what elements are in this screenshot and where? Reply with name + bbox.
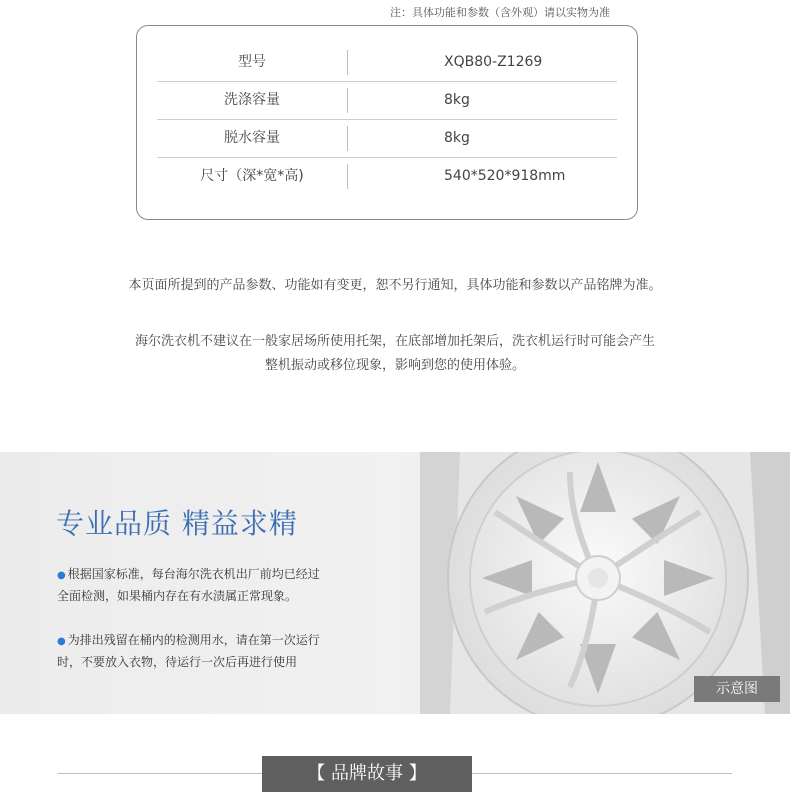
spec-table	[157, 44, 617, 195]
blue-dot-icon: ●	[57, 570, 66, 581]
illustration-caption: 示意图	[694, 676, 780, 702]
spec-row-dimensions	[157, 158, 617, 195]
feature-title: 专业品质 精益求精	[56, 507, 298, 540]
spec-label: 型号	[238, 54, 266, 70]
spec-label: 洗涤容量	[224, 92, 280, 108]
parameter-change-notice: 本页面所提到的产品参数、功能如有变更，恕不另行通知，具体功能和参数以产品铭牌为准。	[128, 278, 662, 293]
bullet-text: 时，不要放入衣物，待运行一次后再进行使用	[57, 655, 298, 669]
feature-bullet-2	[57, 630, 387, 673]
washer-drum-illustration	[420, 452, 790, 714]
spec-row-model	[157, 44, 617, 82]
spec-divider	[347, 88, 348, 113]
spec-label: 脱水容量	[224, 130, 280, 146]
spec-label: 尺寸（深*宽*高)	[200, 168, 304, 184]
spec-value: XQB80-Z1269	[444, 54, 543, 70]
spec-value: 8kg	[444, 92, 470, 108]
spec-value: 540*520*918mm	[444, 168, 566, 184]
spec-card	[136, 25, 638, 220]
spec-divider	[347, 126, 348, 151]
bracket-warning-line2: 整机振动或移位现象，影响到您的使用体验。	[264, 358, 525, 373]
brand-story-heading: 【 品牌故事 】	[262, 756, 472, 792]
spec-value: 8kg	[444, 130, 470, 146]
spec-row-wash-capacity	[157, 82, 617, 120]
bullet-text: 根据国家标准，每台海尔洗衣机出厂前均已经过	[67, 567, 320, 581]
feature-bullet-1	[57, 564, 387, 607]
spec-row-spin-capacity	[157, 120, 617, 158]
blue-dot-icon: ●	[57, 636, 66, 647]
spec-divider	[347, 50, 348, 75]
bullet-text: 全面检测，如果桶内存在有水渍属正常现象。	[57, 589, 298, 603]
quality-feature-banner	[0, 452, 790, 714]
bullet-text: 为排出残留在桶内的检测用水，请在第一次运行	[67, 633, 320, 647]
spec-note: 注：具体功能和参数（含外观）请以实物为准	[390, 6, 610, 19]
bracket-warning-line1: 海尔洗衣机不建议在一般家居场所使用托架，在底部增加托架后，洗衣机运行时可能会产生	[134, 334, 655, 349]
spec-divider	[347, 164, 348, 189]
